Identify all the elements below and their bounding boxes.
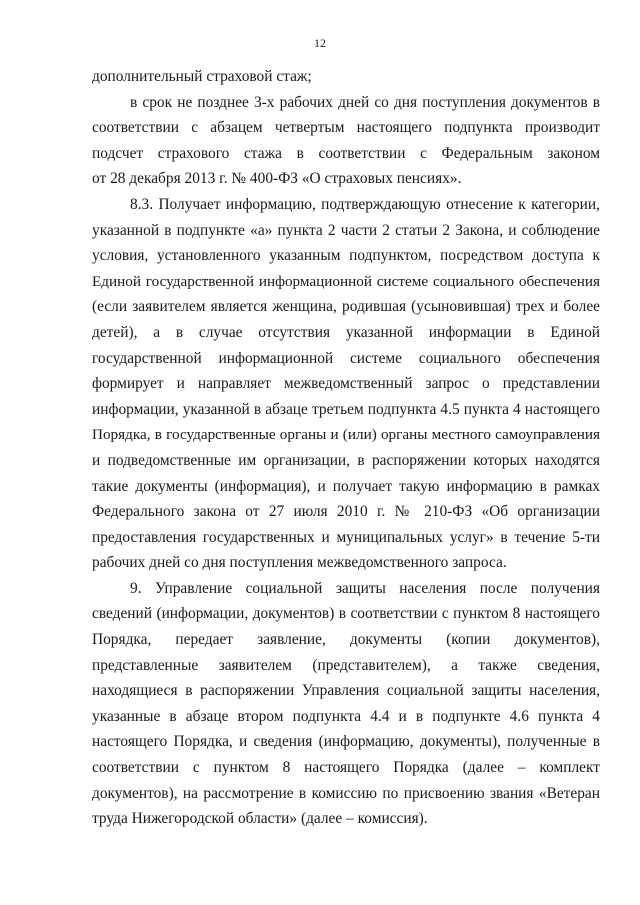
text-line: формирует и направляет межведомственный запрос о представлении [92, 375, 600, 393]
text-line: Порядка, передает заявление, документы (копии документов), [92, 631, 600, 649]
document-body [92, 64, 600, 832]
text-line: указанной в подпункте «а» пункта 2 части 2 статьи 2 Закона, и соблюдение [92, 221, 600, 239]
text-line: соответствии с абзацем четвертым настоящего подпункта производит [92, 119, 600, 137]
text-line: детей), а в случае отсутствия указанной информации в Единой [92, 323, 600, 341]
page-number: 12 [314, 36, 326, 50]
text-line: от 28 декабря 2013 г. № 400-ФЗ «О страховых пенсиях». [92, 170, 462, 188]
text-line: указанные в абзаце втором подпункта 4.4 и в подпункте 4.6 пункта 4 [92, 707, 600, 725]
text-line: представленные заявителем (представителем), а также сведения, [92, 656, 600, 674]
text-line: дополнительный страховой стаж; [92, 68, 312, 85]
text-line: государственной информационной системе социального обеспечения [92, 349, 600, 367]
text-line: такие документы (информация), и получает такую информацию в рамках [92, 477, 600, 495]
text-line: Порядка, в государственные органы и (или) органы местного самоуправления [92, 426, 600, 444]
text-line: рабочих дней со дня поступления межведомственного запроса. [92, 554, 507, 572]
text-line: соответствии с пунктом 8 настоящего Порядка (далее – комплект [92, 759, 600, 777]
text-line: подсчет страхового стажа в соответствии с Федеральным законом [92, 144, 600, 162]
text-line: (если заявителем является женщина, родившая (усыновившая) трех и более [92, 298, 600, 316]
text-line: условия, установленного указанным подпунктом, посредством доступа к [92, 247, 600, 265]
text-line: Единой государственной информационной системе социального обеспечения [92, 272, 600, 290]
text-line: и подведомственные им организации, в распоряжении которых находятся [92, 451, 600, 469]
text-line: документов), на рассмотрение в комиссию по присвоению звания «Ветеран [92, 784, 600, 802]
text-line: Федерального закона от 27 июля 2010 г. № 210-ФЗ «Об организации [92, 503, 600, 521]
text-line: в срок не позднее 3-х рабочих дней со дня поступления документов в [130, 93, 600, 111]
text-line: 9. Управление социальной защиты населения после получения [130, 579, 600, 597]
text-line: настоящего Порядка, и сведения (информацию, документы), полученные в [92, 733, 600, 751]
text-line: сведений (информации, документов) в соответствии с пунктом 8 настоящего [92, 605, 600, 623]
text-line: труда Нижегородской области» (далее – комиссия). [92, 810, 428, 828]
text-line: информации, указанной в абзаце третьем подпункта 4.5 пункта 4 настоящего [92, 400, 600, 418]
text-line: предоставления государственных и муниципальных услуг» в течение 5-ти [92, 528, 600, 546]
text-line: 8.3. Получает информацию, подтверждающую отнесение к категории, [130, 195, 600, 213]
text-line: находящиеся в распоряжении Управления социальной защиты населения, [92, 682, 600, 700]
